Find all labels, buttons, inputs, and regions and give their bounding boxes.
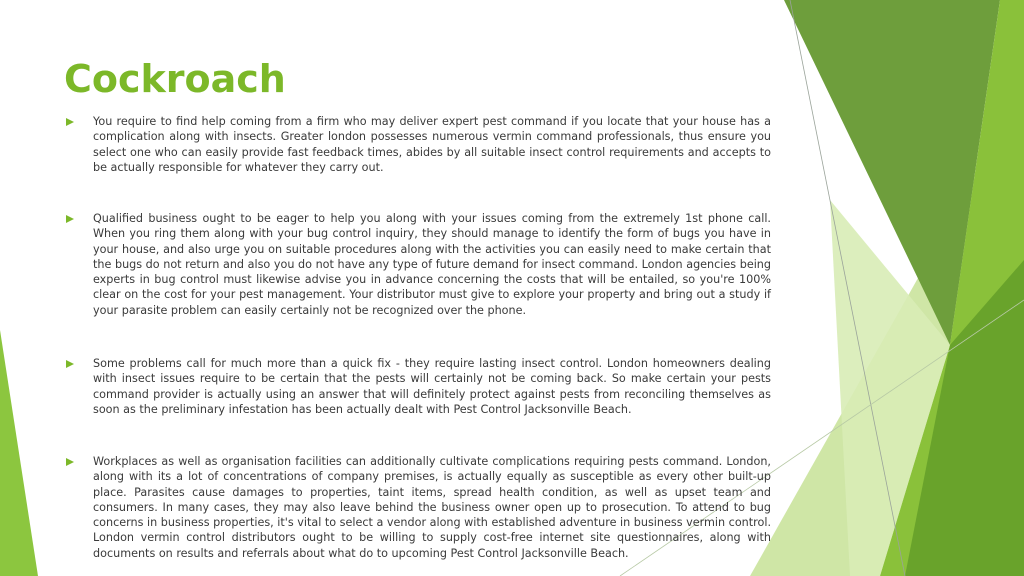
facet-left-corner — [0, 330, 38, 576]
bullet-text: Workplaces as well as organisation facilities can additionally cultivate complications requiring pests command. London, along with its a lot of concentrations of company premises, is actually equally as susceptible as every other built-up place. Parasites cause damages to properties, taint items, spread health condition, as well as upset team and consumers. In many cases, they may also leave behind the business owner open up to prosecution. To attend to bug concerns in business properties, it's vital to select a vendor along with established adventure in business vermin control. London vermin control distributors ought to be willing to supply cost-free internet site questionnaires, along with documents on results and referrals about what do to upcoming Pest Control Jacksonville Beach. — [93, 455, 771, 560]
bullet-arrow-icon — [66, 360, 74, 368]
bullet-text: Some problems call for much more than a quick fix - they require lasting insect control. London homeowners dealing with insect issues require to be certain that the pests will certainly not be coming back. So make certain your pests command provider is actually using an answer that will definitely protect against pests from reconciling themselves as soon as the preliminary infestation has been actually dealt with Pest Control Jacksonville Beach. — [93, 357, 771, 416]
slide-title: Cockroach — [64, 57, 286, 101]
bullet-arrow-icon — [66, 458, 74, 466]
bullet-text: You require to find help coming from a firm who may deliver expert pest command if you locate that your house has a complication along with insects. Greater london possesses numerous vermin command professionals, thus ensure you select one who can easily provide fast feedback times, abides by all suitable insect control requirements and accepts to be actually responsible for whatever they carry out. — [93, 115, 771, 174]
bullet-text: Qualified business ought to be eager to help you along with your issues coming from the extremely 1st phone call. When you ring them along with your bug control inquiry, they should manage to identify the form of bugs you have in your house, and also urge you on suitable procedures along with the activities you can easily need to make certain that the bugs do not return and also you do not have any type of future demand for insect command. London agencies being experts in bug control must likewise advise you in advance concerning the costs that will be entailed, so you're 100% clear on the cost for your pest management. Your distributor must give to explore your property and bring out a study if your parasite problem can easily certainly not be recognized over the phone. — [93, 212, 771, 317]
bullet-arrow-icon — [66, 215, 74, 223]
bullet-arrow-icon — [66, 118, 74, 126]
